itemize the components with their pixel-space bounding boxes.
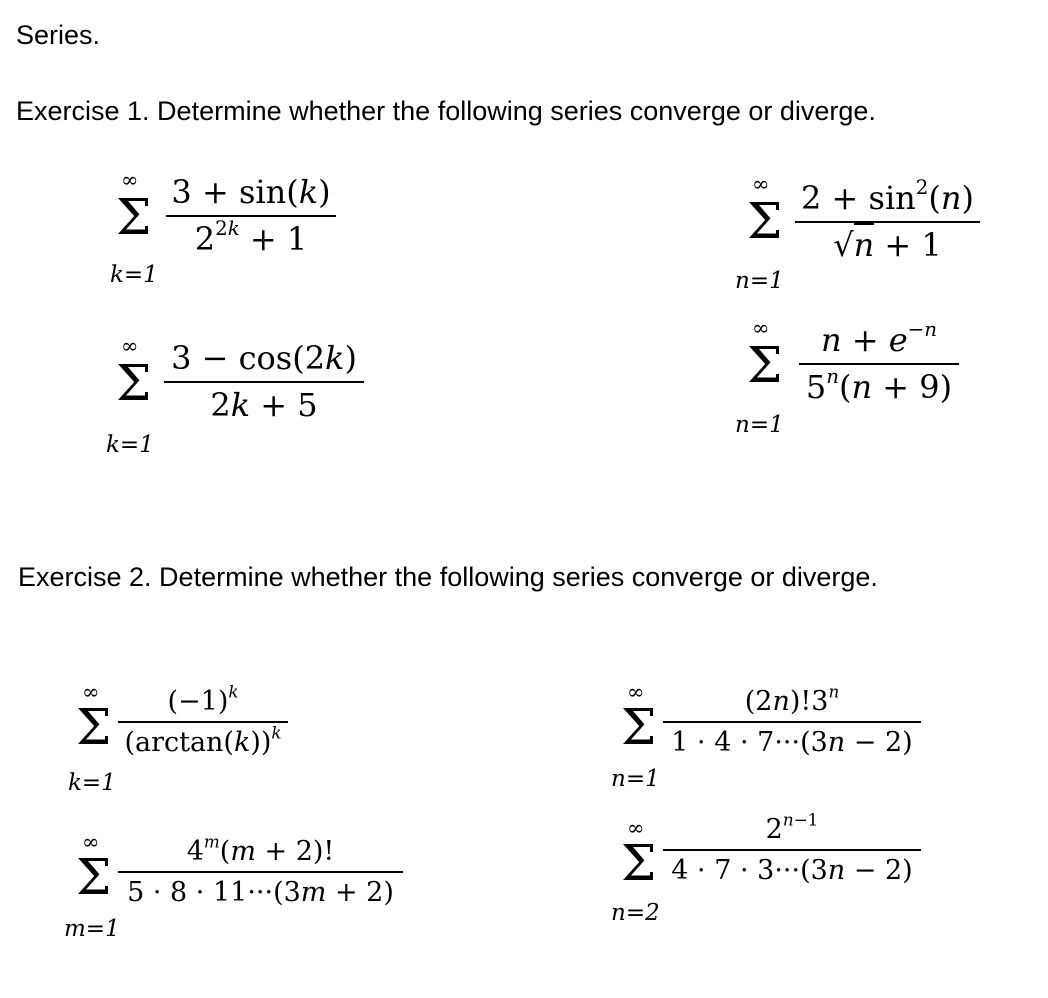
- summation-sigma: Σ: [747, 336, 783, 394]
- numerator: $4^m(m + 2)$!: [186, 831, 335, 867]
- fraction: [164, 340, 364, 424]
- fraction-bar: [663, 721, 921, 723]
- series-e1-2: [725, 168, 1025, 298]
- denominator: $2^{2k} + 1$: [194, 216, 308, 258]
- fraction-bar: [118, 721, 288, 723]
- sum-upper-limit: ∞: [627, 816, 645, 840]
- sum-lower-limit: n=2: [611, 900, 660, 926]
- summation-sigma: Σ: [621, 698, 657, 756]
- denominator: 1 · 4 · 7···(3n − 2): [671, 727, 913, 759]
- summation-sigma: Σ: [621, 834, 657, 892]
- sum-upper-limit: ∞: [627, 680, 645, 704]
- exercise-2-heading: Exercise 2. Determine whether the following series converge or diverge.: [18, 562, 878, 592]
- fraction-bar: [663, 849, 921, 851]
- fraction: [799, 318, 959, 406]
- denominator: 5 · 8 · 11···(3m + 2): [127, 877, 394, 909]
- denominator: $5^n(n + 9)$: [805, 364, 953, 406]
- fraction: [663, 809, 921, 887]
- sum-upper-limit: ∞: [752, 172, 770, 196]
- series-e2-2: [605, 680, 935, 800]
- numerator: $2 + \sin^2(n)$: [801, 176, 974, 217]
- sum-lower-limit: n=1: [735, 268, 784, 294]
- summation-sigma: Σ: [116, 354, 152, 412]
- numerator: $(-1)^k$: [167, 681, 239, 717]
- fraction-bar: [799, 363, 959, 365]
- fraction-bar: [164, 381, 364, 383]
- fraction: [118, 681, 288, 759]
- fraction: [118, 831, 403, 909]
- sum-upper-limit: ∞: [82, 680, 100, 704]
- summation-sigma: Σ: [116, 188, 152, 246]
- fraction-bar: [166, 215, 336, 217]
- series-e2-3: [58, 820, 418, 950]
- sum-upper-limit: ∞: [121, 334, 139, 358]
- sum-lower-limit: k=1: [106, 432, 154, 458]
- fraction: [166, 174, 336, 258]
- numerator: $n + e^{-n}$: [820, 318, 938, 359]
- fraction-bar: [795, 221, 980, 223]
- summation-sigma: Σ: [747, 192, 783, 250]
- series-e1-4: [725, 314, 1025, 444]
- summation-sigma: Σ: [76, 848, 112, 906]
- numerator: $2^{n-1}$: [765, 809, 819, 845]
- series-e2-4: [605, 808, 935, 938]
- fraction-bar: [118, 871, 403, 873]
- sum-lower-limit: k=1: [110, 262, 158, 288]
- fraction: [795, 176, 980, 264]
- numerator: 3 − cos(2k): [171, 339, 357, 377]
- sum-upper-limit: ∞: [121, 168, 139, 192]
- numerator: (2n)!3$^n$: [744, 681, 840, 717]
- denominator: √n + 1: [795, 227, 980, 264]
- series-e2-1: [58, 680, 318, 800]
- denominator: 2k + 5: [210, 385, 318, 424]
- sum-upper-limit: ∞: [82, 830, 100, 854]
- summation-sigma: Σ: [76, 698, 112, 756]
- exercise-1-heading: Exercise 1. Determine whether the following series converge or diverge.: [16, 96, 876, 126]
- sum-lower-limit: m=1: [64, 916, 120, 942]
- series-e1-1: [100, 168, 360, 298]
- sum-lower-limit: k=1: [68, 770, 116, 796]
- fraction: [663, 681, 921, 759]
- sum-lower-limit: n=1: [611, 766, 660, 792]
- sum-upper-limit: ∞: [752, 316, 770, 340]
- sum-lower-limit: n=1: [735, 412, 784, 438]
- page-title: Series.: [16, 20, 101, 50]
- series-e1-3: [100, 330, 370, 460]
- denominator: $(\arctan(k))^k$: [124, 722, 282, 759]
- denominator: 4 · 7 · 3···(3n − 2): [671, 855, 913, 887]
- numerator: 3 + sin(k): [171, 173, 331, 211]
